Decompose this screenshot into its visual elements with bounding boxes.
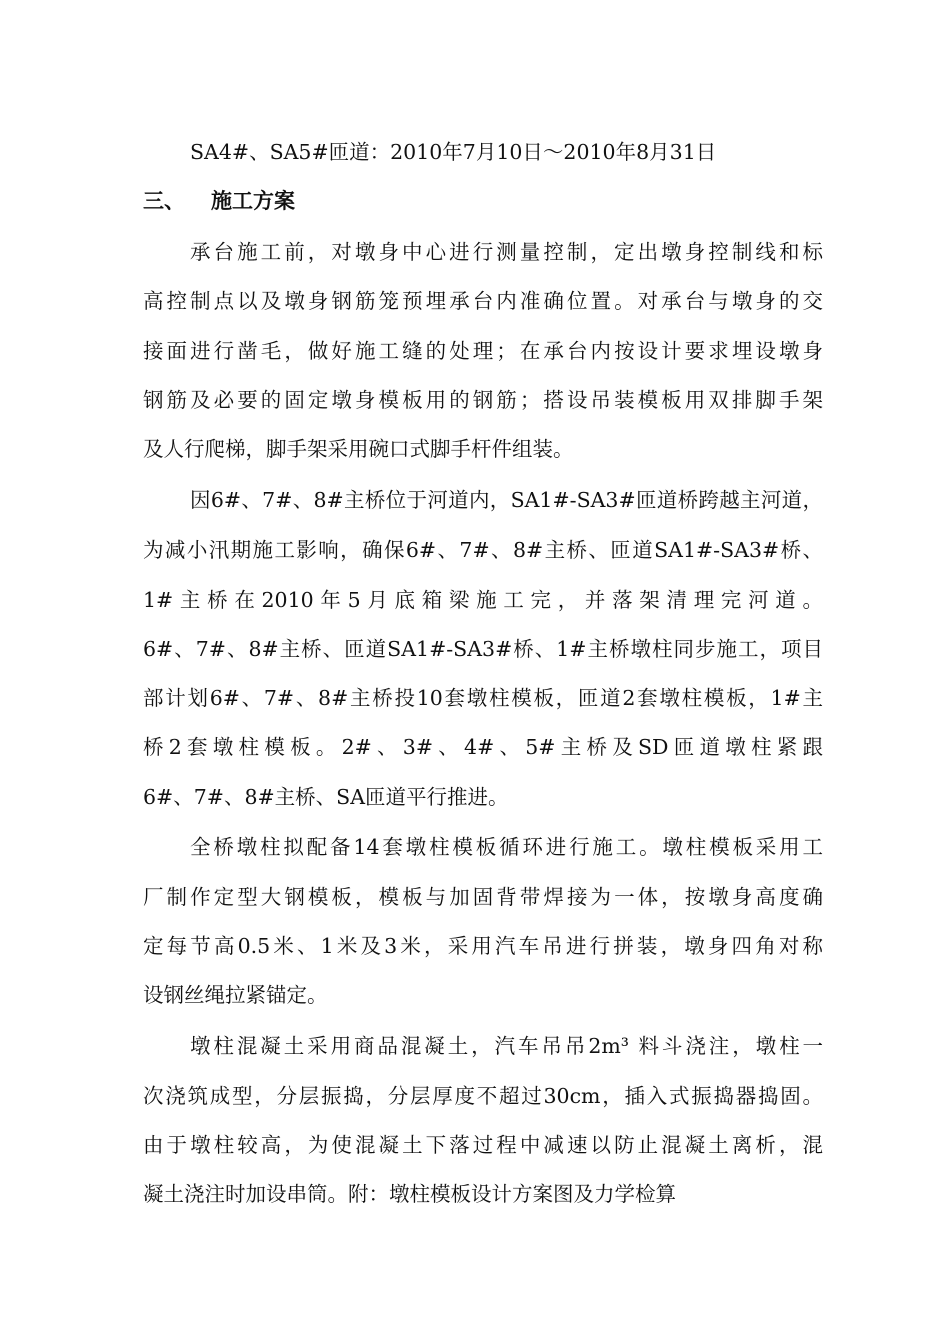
paragraph-line: 凝土浇注时加设串筒。附：墩柱模板设计方案图及力学检算 (143, 1182, 676, 1206)
paragraph-line: 部计划6#、7#、8#主桥投10套墩柱模板，匝道2套墩柱模板，1#主 (143, 686, 823, 710)
section-heading (143, 189, 295, 213)
section-title: 施工方案 (211, 189, 295, 213)
paragraph-line: 及人行爬梯，脚手架采用碗口式脚手杆件组装。 (143, 437, 574, 461)
paragraph-line: 次浇筑成型，分层振捣，分层厚度不超过30cm，插入式振捣器捣固。 (143, 1084, 823, 1108)
schedule-line: SA4#、SA5#匝道：2010年7月10日～2010年8月31日 (190, 140, 717, 164)
paragraph-line: 定每节高0.5米、1米及3米，采用汽车吊进行拼装，墩身四角对称 (143, 934, 823, 958)
paragraph-line: 1#主桥在2010年5月底箱梁施工完，并落架清理完河道。 (143, 588, 823, 612)
paragraph-line: 6#、7#、8#主桥、SA匝道平行推进。 (143, 785, 509, 809)
paragraph-line: 高控制点以及墩身钢筋笼预埋承台内准确位置。对承台与墩身的交 (143, 289, 823, 313)
paragraph-line: 接面进行凿毛，做好施工缝的处理；在承台内按设计要求埋设墩身 (143, 339, 823, 363)
paragraph-line: 墩柱混凝土采用商品混凝土，汽车吊吊2m³ 料斗浇注，墩柱一 (190, 1034, 823, 1058)
paragraph-line: 因6#、7#、8#主桥位于河道内，SA1#-SA3#匝道桥跨越主河道， (190, 488, 823, 512)
paragraph-line: 设钢丝绳拉紧锚定。 (143, 983, 328, 1007)
section-number: 三、 (143, 189, 185, 213)
paragraph-line: 由于墩柱较高，为使混凝土下落过程中减速以防止混凝土离析，混 (143, 1133, 823, 1157)
paragraph-line: 为减小汛期施工影响，确保6#、7#、8#主桥、匝道SA1#-SA3#桥、 (143, 538, 823, 562)
paragraph-line: 6#、7#、8#主桥、匝道SA1#-SA3#桥、1#主桥墩柱同步施工，项目 (143, 637, 823, 661)
paragraph-line: 承台施工前，对墩身中心进行测量控制，定出墩身控制线和标 (190, 240, 823, 264)
paragraph-line: 钢筋及必要的固定墩身模板用的钢筋；搭设吊装模板用双排脚手架 (143, 388, 823, 412)
paragraph-line: 桥2套墩柱模板。2#、3#、4#、5#主桥及SD匝道墩柱紧跟 (143, 735, 823, 759)
paragraph-line: 厂制作定型大钢模板，模板与加固背带焊接为一体，按墩身高度确 (143, 885, 823, 909)
paragraph-line: 全桥墩柱拟配备14套墩柱模板循环进行施工。墩柱模板采用工 (190, 835, 823, 859)
